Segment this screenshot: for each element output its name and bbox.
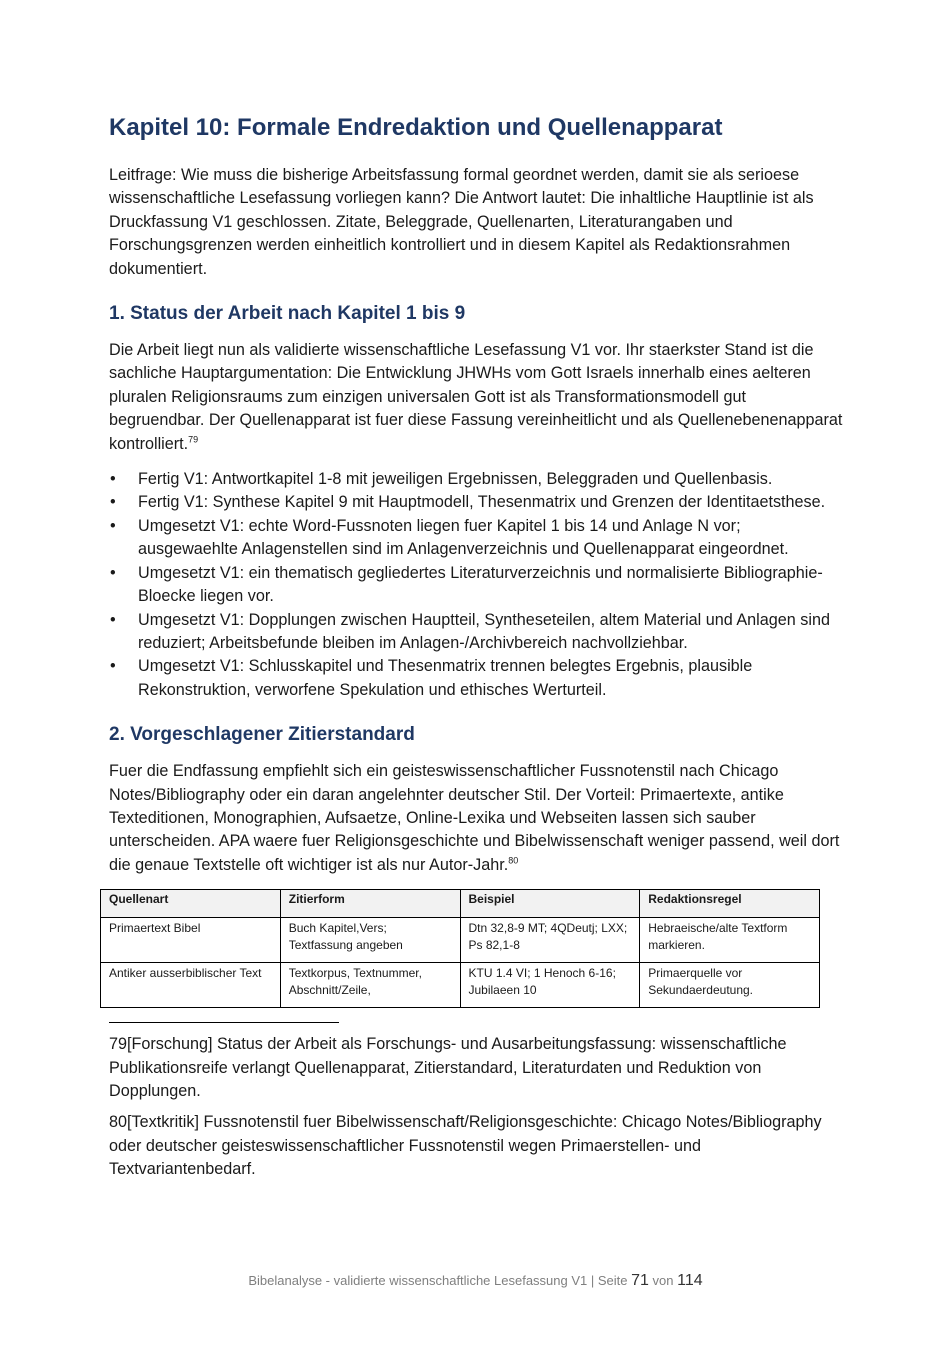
page-total: 114 xyxy=(677,1272,703,1289)
footnote-ref-79[interactable]: 79 xyxy=(188,434,199,445)
bullet-icon: • xyxy=(110,610,116,629)
column-header: Redaktionsregel xyxy=(640,890,820,918)
page-content xyxy=(109,110,844,1190)
list-item-text: Umgesetzt V1: Schlusskapitel und Thesenmatrix trennen belegtes Ergebnis, plausible Rekonstruktion, verworfene Spekulation und ethisches Werturteil. xyxy=(138,657,753,699)
list-item xyxy=(109,515,844,562)
footnote-80: 80[Textkritik] Fussnotenstil fuer Bibelwissenschaft/Religionsgeschichte: Chicago Notes/Bibliography oder deutscher geisteswissenschaftlicher Fussnotenstil wegen Primaerstellen- und Textvariantenbedarf. xyxy=(109,1113,822,1179)
section-1-body: Die Arbeit liegt nun als validierte wissenschaftliche Lesefassung V1 vor. Ihr staerkster Stand ist die sachliche Hauptargumentation: Die Entwicklung JHWHs vom Gott Israels innerhalb eines aelteren pluralen Religionsraums zum einzigen universalen Gott ist als Transformationsmodell gut begruendbar. Der Quellenapparat ist fuer diese Fassung vereinheitlicht und als Quellenebenenapparat kontrolliert. xyxy=(109,341,843,453)
intro-paragraph: Leitfrage: Wie muss die bisherige Arbeitsfassung formal geordnet werden, damit sie als serioese wissenschaftliche Lesefassung vorliegen kann? Die Antwort lautet: Die inhaltliche Hauptlinie ist als Druckfassung V1 geschlossen. Zitate, Beleggrade, Quellenarten, Literaturangaben und Forschungsgrenzen werden einheitlich kontrolliert und in diesem Kapitel als Redaktionsrahmen dokumentiert. xyxy=(109,166,814,278)
bullet-icon: • xyxy=(110,563,116,582)
section-1-paragraph xyxy=(109,339,844,456)
table-cell: Buch Kapitel,Vers; Textfassung angeben xyxy=(280,918,460,963)
bullet-icon: • xyxy=(110,470,116,489)
list-item xyxy=(109,491,844,514)
table-cell: Primaertext Bibel xyxy=(101,918,281,963)
table-cell: Antiker ausserbiblischer Text xyxy=(101,963,281,1008)
list-item xyxy=(109,562,844,609)
bullet-icon: • xyxy=(110,493,116,512)
footnotes xyxy=(109,1033,844,1181)
page-footer xyxy=(0,1272,951,1290)
list-item-text: Fertig V1: Synthese Kapitel 9 mit Hauptmodell, Thesenmatrix und Grenzen der Identitaetsthese. xyxy=(138,493,826,512)
chapter-heading: Kapitel 10: Formale Endredaktion und Quellenapparat xyxy=(109,114,723,141)
table-cell: Primaerquelle vor Sekundaerdeutung. xyxy=(640,963,820,1008)
status-list xyxy=(109,468,844,702)
table-header-row xyxy=(101,890,820,918)
list-item xyxy=(109,655,844,702)
footer-text: Bibelanalyse - validierte wissenschaftliche Lesefassung V1 | Seite xyxy=(248,1273,628,1288)
footnote-separator xyxy=(109,1022,339,1023)
table-cell: Dtn 32,8-9 MT; 4QDeutj; LXX; Ps 82,1-8 xyxy=(460,918,640,963)
bullet-icon: • xyxy=(110,657,116,676)
table-cell: Textkorpus, Textnummer, Abschnitt/Zeile, xyxy=(280,963,460,1008)
table-row xyxy=(101,963,820,1008)
list-item-text: Umgesetzt V1: ein thematisch gegliedertes Literaturverzeichnis und normalisierte Bibliographie-Bloecke liegen vor. xyxy=(138,563,823,606)
section-2-paragraph xyxy=(109,760,844,877)
column-header: Beispiel xyxy=(460,890,640,918)
citation-table xyxy=(100,889,820,1008)
section-2-heading: 2. Vorgeschlagener Zitierstandard xyxy=(109,724,415,746)
bullet-icon: • xyxy=(110,516,116,535)
table-cell: KTU 1.4 VI; 1 Henoch 6-16; Jubilaeen 10 xyxy=(460,963,640,1008)
table-cell: Hebraeische/alte Textform markieren. xyxy=(640,918,820,963)
section-1-heading: 1. Status der Arbeit nach Kapitel 1 bis 9 xyxy=(109,303,466,325)
footnote-ref-80[interactable]: 80 xyxy=(508,855,519,866)
page-number: 71 xyxy=(631,1272,649,1289)
list-item xyxy=(109,609,844,656)
list-item-text: Umgesetzt V1: Dopplungen zwischen Hauptteil, Syntheseteilen, altem Material und Anlagen sind reduziert; Arbeitsbefunde bleiben im Anlagen-/Archivbereich nachvollziehbar. xyxy=(138,610,830,652)
table-row xyxy=(101,918,820,963)
list-item xyxy=(109,468,844,491)
list-item-text: Umgesetzt V1: echte Word-Fussnoten liegen fuer Kapitel 1 bis 14 und Anlage N vor; ausgewaehlte Anlagenstellen sind im Anlagenverzeichnis und Quellenapparat eingeordnet. xyxy=(138,516,789,559)
footnote-79: 79[Forschung] Status der Arbeit als Forschungs- und Ausarbeitungsfassung: wissenschaftliche Publikationsreife verlangt Quellenapparat, Zitierstandard, Literaturdaten und Reduktion von Dopplungen. xyxy=(109,1035,787,1100)
list-item-text: Fertig V1: Antwortkapitel 1-8 mit jeweiligen Ergebnissen, Beleggraden und Quellenbasis. xyxy=(138,470,773,489)
section-2-body: Fuer die Endfassung empfiehlt sich ein geisteswissenschaftlicher Fussnotenstil nach Chicago Notes/Bibliography oder ein daran angelehnter deutscher Stil. Der Vorteil: Primaertexte, antike Texteditionen, Monographien, Aufsaetze, Online-Lexika und Webseiten lassen sich sauber unterscheiden. APA waere fuer Religionsgeschichte und Bibelwissenschaft weniger passend, weil dort die genaue Textstelle oft wichtiger ist als nur Autor-Jahr. xyxy=(109,762,840,874)
column-header: Quellenart xyxy=(101,890,281,918)
footer-of: von xyxy=(652,1273,674,1288)
column-header: Zitierform xyxy=(280,890,460,918)
